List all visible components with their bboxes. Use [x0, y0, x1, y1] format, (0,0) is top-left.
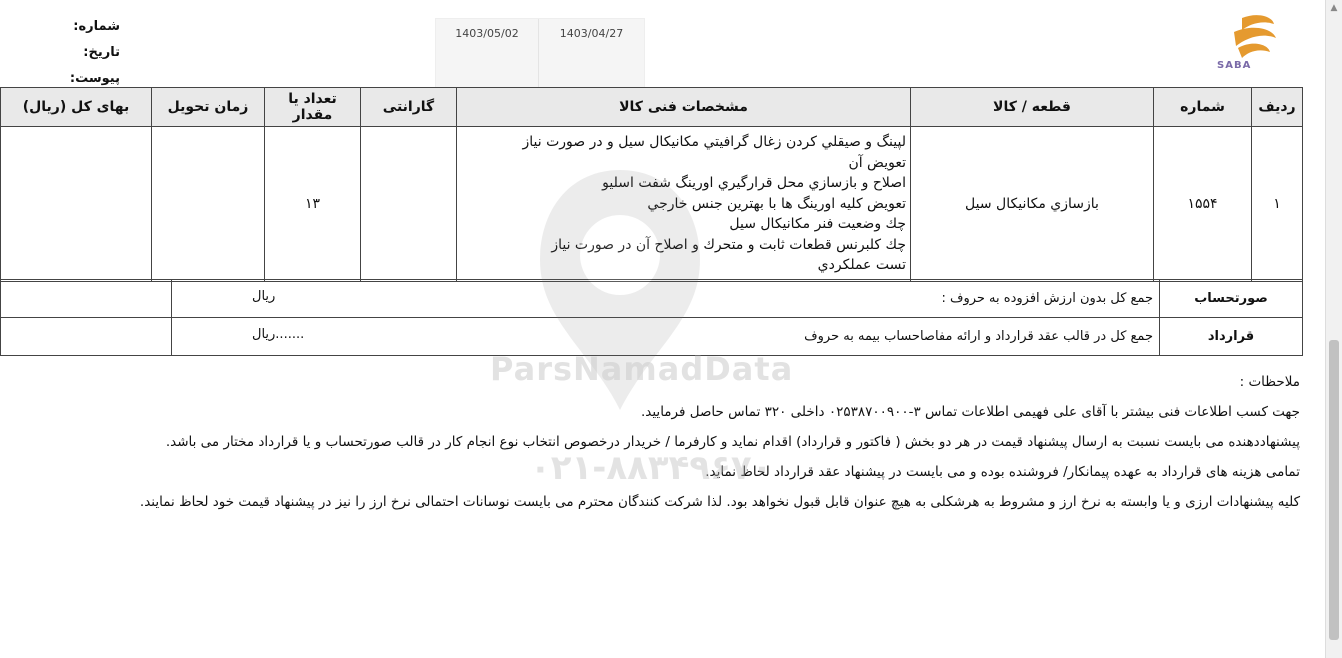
col-warranty: گارانتی — [361, 88, 457, 127]
col-total: بهای کل (ریال) — [1, 88, 152, 127]
row-spec — [457, 127, 911, 282]
table-row — [1, 127, 1303, 282]
scroll-up-arrow-icon[interactable]: ▲ — [1330, 3, 1338, 13]
notes-section — [40, 367, 1300, 517]
table-header-row — [1, 88, 1303, 127]
number-label: شماره: — [73, 19, 120, 34]
col-quantity: تعداد یا مقدار — [265, 88, 361, 127]
notes-title: ملاحظات : — [1239, 374, 1300, 390]
vertical-scrollbar[interactable] — [1325, 0, 1342, 658]
col-number: شماره — [1154, 88, 1252, 127]
row-delivery — [152, 127, 265, 282]
watermark-brand: ParsNamadData — [490, 350, 794, 388]
row-warranty — [361, 127, 457, 282]
invoice-row — [1, 280, 1303, 318]
scroll-thumb[interactable] — [1329, 340, 1339, 640]
contract-row — [1, 318, 1303, 356]
date-box — [435, 18, 645, 90]
col-delivery: زمان تحویل — [152, 88, 265, 127]
summary-table — [0, 279, 1303, 356]
note-line: تمامی هزینه های قرارداد به عهده پیمانکار/ فروشنده بوده و می بایست در پیشنهاد عقد قرارداد لحاظ نماید. — [705, 464, 1300, 480]
row-item: بازسازي مكانيكال سيل — [911, 127, 1154, 282]
invoice-text-cell — [172, 280, 1160, 318]
attachment-label: پیوست: — [69, 71, 120, 86]
contract-empty-cell — [1, 318, 172, 356]
watermark-phone: ۰۲۱-۸۸۳۴۹۶۷۰ — [530, 448, 773, 488]
col-item: قطعه / کالا — [911, 88, 1154, 127]
note-line: پیشنهاددهنده می بایست نسبت به ارسال پیشنهاد قیمت در هر دو بخش ( فاکتور و قرارداد) اقدام نماید و کارفرما / خریدار درخصوص انتخاب نوع انجام کار در قالب صورتحساب و یا قرارداد مختار می باشد. — [165, 434, 1300, 450]
contract-text-cell — [172, 318, 1160, 356]
invoice-rial: ریال — [252, 289, 276, 304]
spec-line: اصلاح و بازسازي محل قرارگيري اورينگ شفت اسليو — [602, 175, 906, 192]
logo-text: SABA — [1217, 60, 1252, 71]
col-index: ردیف — [1252, 88, 1303, 127]
date-label: تاریخ: — [83, 45, 120, 60]
row-index: ۱ — [1252, 127, 1303, 282]
note-line: جهت کسب اطلاعات فنی بیشتر با آقای علی فهیمی اطلاعات تماس ۳-۰۲۵۳۸۷۰۰۹۰۰ داخلی ۳۲۰ تماس حاصل فرمایید. — [640, 404, 1300, 420]
contract-label: قرارداد — [1160, 318, 1303, 356]
date-1: 1403/05/02 — [436, 19, 539, 89]
row-quantity: ۱۳ — [265, 127, 361, 282]
spec-line: تست عملكردي — [817, 257, 906, 274]
items-table — [0, 87, 1303, 282]
row-number: ۱۵۵۴ — [1154, 127, 1252, 282]
spec-line: تعويض كليه اورينگ ها با بهترين جنس خارجي — [647, 195, 906, 212]
spec-line: لپينگ و صيقلي كردن زغال گرافيتي مكانيكال سيل و در صورت نياز — [522, 134, 906, 151]
note-line: کلیه پیشنهادات ارزی و یا وابسته به نرخ ارز و مشروط به هرشکلی به هیچ عنوان قابل قبول نخواهد بود. لذا شرکت کنندگان محترم می بایست نوسانات احتمالی نرخ ارز را نیز در پیشنهاد قیمت خود لحاظ نمایند. — [139, 494, 1300, 510]
date-2: 1403/04/27 — [559, 27, 624, 40]
spec-line: چك وضعيت فنر مكانيكال سيل — [729, 216, 906, 233]
contract-rial: .......ریال — [252, 327, 305, 342]
spec-line: تعويض آن — [848, 154, 906, 171]
header-meta — [70, 14, 120, 92]
row-total — [1, 127, 152, 282]
spec-line: چك كلبرنس قطعات ثابت و متحرك و اصلاح آن در صورت نياز — [551, 236, 906, 253]
contract-text: جمع کل در قالب عقد قرارداد و ارائه مفاصاحساب بیمه به حروف — [804, 329, 1153, 344]
invoice-label: صورتحساب — [1160, 280, 1303, 318]
invoice-text: جمع کل بدون ارزش افزوده به حروف : — [941, 291, 1153, 306]
invoice-empty-cell — [1, 280, 172, 318]
col-spec: مشخصات فنی کالا — [457, 88, 911, 127]
